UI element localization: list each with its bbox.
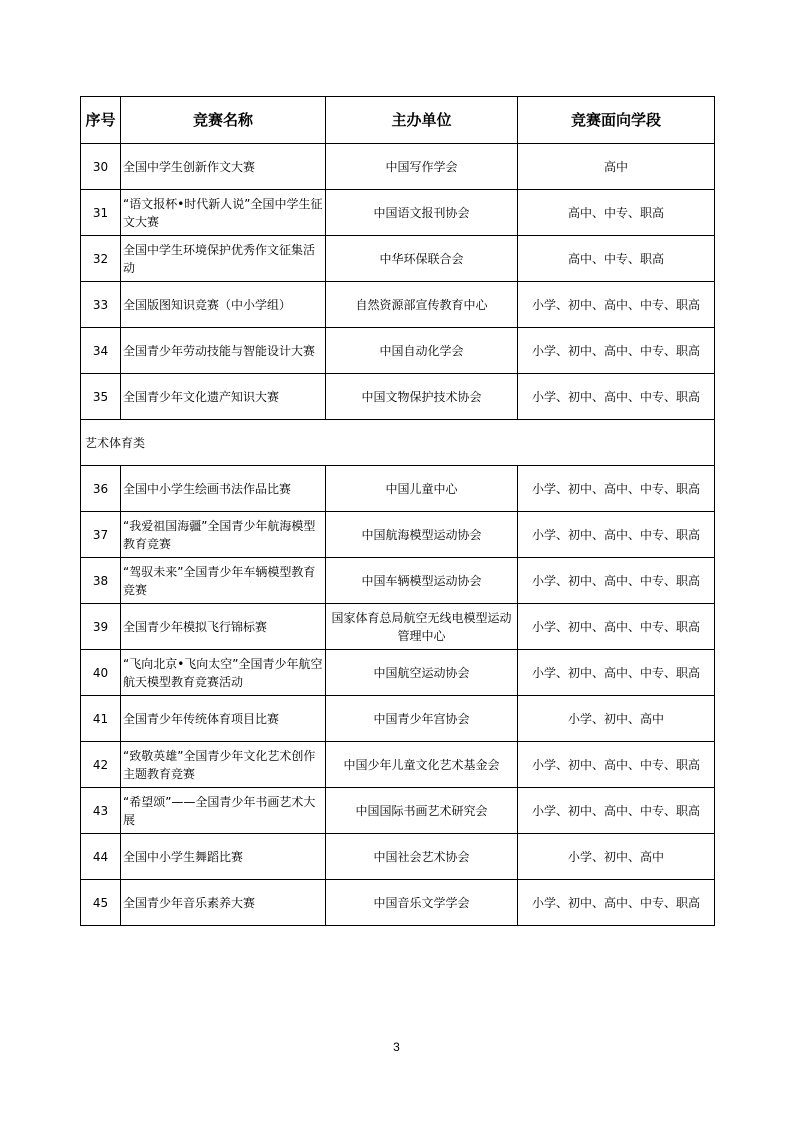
cell-serial-number: 30 <box>81 144 121 190</box>
cell-organizer: 中国儿童中心 <box>326 466 518 512</box>
cell-contest-name: “致敬英雄”全国青少年文化艺术创作主题教育竞赛 <box>121 742 326 788</box>
cell-organizer: 国家体育总局航空无线电模型运动管理中心 <box>326 604 518 650</box>
cell-organizer: 中国少年儿童文化艺术基金会 <box>326 742 518 788</box>
cell-target-stage: 小学、初中、高中、中专、职高 <box>518 328 715 374</box>
table-body-literature <box>81 144 715 420</box>
cell-organizer: 中国航海模型运动协会 <box>326 512 518 558</box>
cell-organizer: 中国车辆模型运动协会 <box>326 558 518 604</box>
cell-target-stage: 高中、中专、职高 <box>518 190 715 236</box>
cell-target-stage: 小学、初中、高中、中专、职高 <box>518 650 715 696</box>
table-row <box>81 880 715 926</box>
cell-organizer: 中国社会艺术协会 <box>326 834 518 880</box>
cell-serial-number: 35 <box>81 374 121 420</box>
cell-organizer: 中国语文报刊协会 <box>326 190 518 236</box>
cell-organizer: 中国音乐文学学会 <box>326 880 518 926</box>
cell-contest-name: 全国版图知识竞赛（中小学组） <box>121 282 326 328</box>
cell-target-stage: 高中 <box>518 144 715 190</box>
category-label: 艺术体育类 <box>81 420 715 466</box>
cell-contest-name: 全国青少年文化遗产知识大赛 <box>121 374 326 420</box>
cell-organizer: 中国青少年宫协会 <box>326 696 518 742</box>
table-row <box>81 558 715 604</box>
cell-serial-number: 44 <box>81 834 121 880</box>
cell-serial-number: 40 <box>81 650 121 696</box>
cell-serial-number: 36 <box>81 466 121 512</box>
cell-organizer: 中国国际书画艺术研究会 <box>326 788 518 834</box>
table-row <box>81 650 715 696</box>
cell-contest-name: “飞向北京•飞向太空”全国青少年航空航天模型教育竞赛活动 <box>121 650 326 696</box>
table-row <box>81 604 715 650</box>
page-number: 3 <box>393 1040 400 1054</box>
table-row <box>81 190 715 236</box>
cell-target-stage: 小学、初中、高中、中专、职高 <box>518 880 715 926</box>
cell-contest-name: 全国青少年音乐素养大赛 <box>121 880 326 926</box>
cell-target-stage: 小学、初中、高中 <box>518 834 715 880</box>
header-organizer: 主办单位 <box>326 97 518 144</box>
cell-contest-name: 全国青少年传统体育项目比赛 <box>121 696 326 742</box>
cell-organizer: 中国文物保护技术协会 <box>326 374 518 420</box>
cell-serial-number: 31 <box>81 190 121 236</box>
table-body-category <box>81 420 715 466</box>
cell-target-stage: 小学、初中、高中、中专、职高 <box>518 558 715 604</box>
cell-organizer: 中国写作学会 <box>326 144 518 190</box>
table-row <box>81 788 715 834</box>
table-row <box>81 328 715 374</box>
cell-target-stage: 小学、初中、高中、中专、职高 <box>518 512 715 558</box>
cell-serial-number: 37 <box>81 512 121 558</box>
header-target-stage: 竞赛面向学段 <box>518 97 715 144</box>
cell-target-stage: 小学、初中、高中、中专、职高 <box>518 604 715 650</box>
table-row <box>81 512 715 558</box>
cell-serial-number: 38 <box>81 558 121 604</box>
cell-contest-name: “语文报杯•时代新人说”全国中学生征文大赛 <box>121 190 326 236</box>
cell-target-stage: 小学、初中、高中、中专、职高 <box>518 282 715 328</box>
table-row <box>81 466 715 512</box>
cell-serial-number: 45 <box>81 880 121 926</box>
cell-target-stage: 高中、中专、职高 <box>518 236 715 282</box>
category-row <box>81 420 715 466</box>
table-row <box>81 742 715 788</box>
cell-organizer: 自然资源部宣传教育中心 <box>326 282 518 328</box>
contest-table <box>80 96 715 926</box>
cell-serial-number: 32 <box>81 236 121 282</box>
cell-target-stage: 小学、初中、高中、中专、职高 <box>518 466 715 512</box>
table-header-row <box>81 97 715 144</box>
table-row <box>81 374 715 420</box>
cell-contest-name: 全国中小学生绘画书法作品比赛 <box>121 466 326 512</box>
table-body-arts-sports <box>81 466 715 926</box>
cell-contest-name: 全国中小学生舞蹈比赛 <box>121 834 326 880</box>
table-row <box>81 144 715 190</box>
cell-target-stage: 小学、初中、高中、中专、职高 <box>518 788 715 834</box>
cell-target-stage: 小学、初中、高中 <box>518 696 715 742</box>
table-row <box>81 696 715 742</box>
cell-target-stage: 小学、初中、高中、中专、职高 <box>518 374 715 420</box>
cell-serial-number: 33 <box>81 282 121 328</box>
cell-serial-number: 41 <box>81 696 121 742</box>
cell-organizer: 中国自动化学会 <box>326 328 518 374</box>
header-contest-name: 竞赛名称 <box>121 97 326 144</box>
cell-contest-name: 全国中学生创新作文大赛 <box>121 144 326 190</box>
table-row <box>81 834 715 880</box>
cell-contest-name: 全国中学生环境保护优秀作文征集活动 <box>121 236 326 282</box>
cell-contest-name: “驾驭未来”全国青少年车辆模型教育竞赛 <box>121 558 326 604</box>
cell-contest-name: “我爱祖国海疆”全国青少年航海模型教育竞赛 <box>121 512 326 558</box>
cell-serial-number: 39 <box>81 604 121 650</box>
cell-contest-name: “希望颂”——全国青少年书画艺术大展 <box>121 788 326 834</box>
cell-contest-name: 全国青少年模拟飞行锦标赛 <box>121 604 326 650</box>
cell-serial-number: 42 <box>81 742 121 788</box>
table-row <box>81 236 715 282</box>
cell-organizer: 中华环保联合会 <box>326 236 518 282</box>
cell-contest-name: 全国青少年劳动技能与智能设计大赛 <box>121 328 326 374</box>
cell-target-stage: 小学、初中、高中、中专、职高 <box>518 742 715 788</box>
table-row <box>81 282 715 328</box>
cell-organizer: 中国航空运动协会 <box>326 650 518 696</box>
cell-serial-number: 43 <box>81 788 121 834</box>
header-serial-number: 序号 <box>81 97 121 144</box>
cell-serial-number: 34 <box>81 328 121 374</box>
